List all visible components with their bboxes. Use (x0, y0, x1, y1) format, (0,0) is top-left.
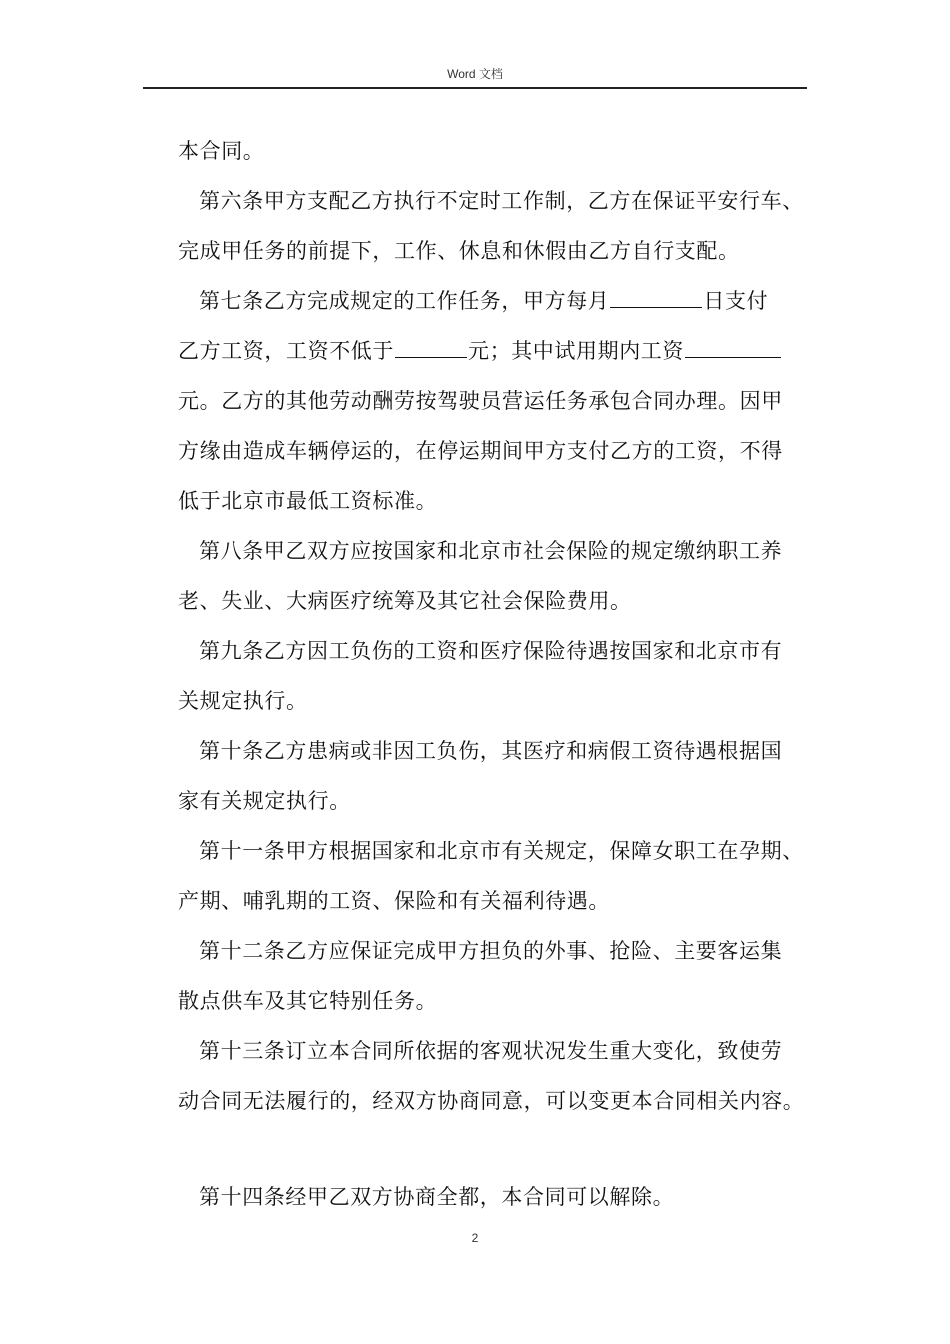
body-text: 乙方工资，工资不低于 (178, 339, 394, 363)
body-line: 第十条乙方患病或非因工负伤，其医疗和病假工资待遇根据国 (199, 739, 783, 763)
body-line: 第九条乙方因工负伤的工资和医疗保险待遇按国家和北京市有 (199, 639, 783, 663)
body-line: 老、失业、大病医疗统筹及其它社会保险费用。 (178, 589, 632, 613)
body-text: 元；其中试用期内工资 (468, 339, 684, 363)
body-line: 关规定执行。 (178, 689, 308, 713)
body-line: 第十四条经甲乙双方协商全都，本合同可以解除。 (199, 1185, 675, 1209)
body-line: 第十三条订立本合同所依据的客观状况发生重大变化，致使劳 (199, 1039, 783, 1063)
page-number: 2 (471, 1231, 479, 1245)
body-line: 本合同。 (178, 139, 265, 163)
fill-in-blank (395, 337, 467, 358)
header-divider (143, 87, 807, 89)
body-line (178, 337, 782, 365)
body-line (199, 287, 768, 315)
body-text: 第七条乙方完成规定的工作任务，甲方每月 (199, 289, 610, 313)
fill-in-blank (685, 337, 781, 358)
body-line: 产期、哺乳期的工资、保险和有关福利待遇。 (178, 889, 610, 913)
body-line: 完成甲任务的前提下，工作、休息和休假由乙方自行支配。 (178, 239, 740, 263)
body-line: 低于北京市最低工资标准。 (178, 489, 438, 513)
body-text: 日支付 (703, 289, 769, 313)
body-line: 第八条甲乙双方应按国家和北京市社会保险的规定缴纳职工养 (199, 539, 783, 563)
body-line: 第十一条甲方根据国家和北京市有关规定，保障女职工在孕期、 (199, 839, 804, 863)
body-line: 家有关规定执行。 (178, 789, 351, 813)
fill-in-blank (610, 287, 702, 308)
body-line: 方缘由造成车辆停运的，在停运期间甲方支付乙方的工资，不得 (178, 439, 783, 463)
body-line: 动合同无法履行的，经双方协商同意，可以变更本合同相关内容。 (178, 1089, 805, 1113)
body-line: 第十二条乙方应保证完成甲方担负的外事、抢险、主要客运集 (199, 939, 783, 963)
body-line: 第六条甲方支配乙方执行不定时工作制，乙方在保证平安行车、 (199, 189, 804, 213)
body-line: 元。乙方的其他劳动酬劳按驾驶员营运任务承包合同办理。因甲 (178, 389, 783, 413)
document-header: Word 文档 (447, 67, 503, 81)
body-line: 散点供车及其它特别任务。 (178, 989, 438, 1013)
